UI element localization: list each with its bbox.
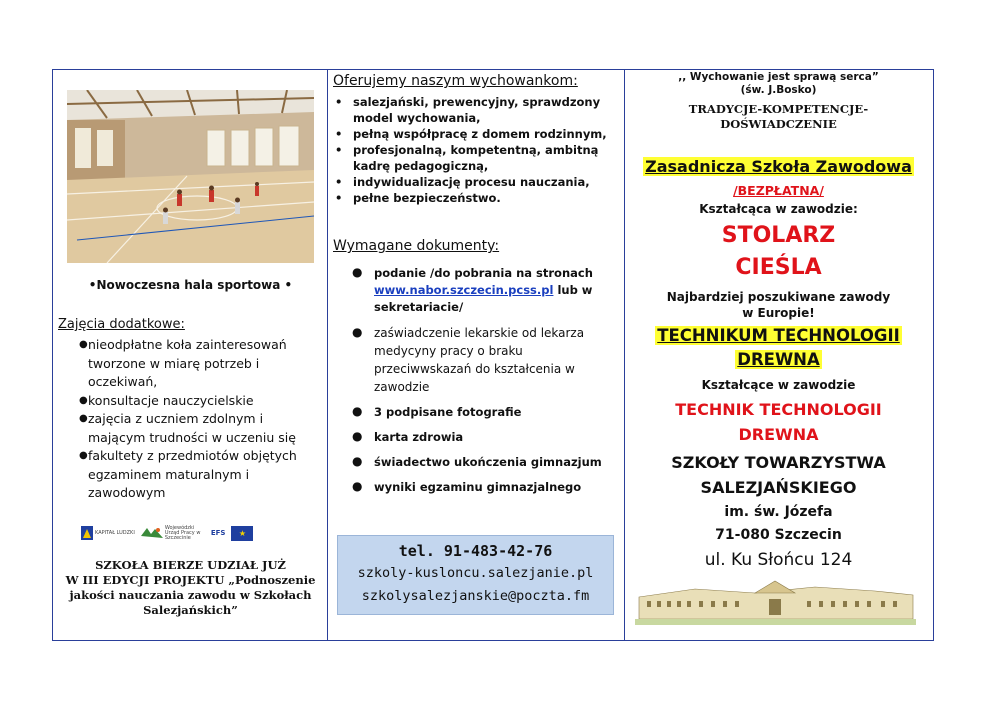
sponsor-logos <box>81 522 303 544</box>
school-name: SZKOŁY TOWARZYSTWA SALEZJAŃSKIEGO <box>671 453 886 497</box>
kapital-ludzki-logo: KAPITAŁ LUDZKI <box>81 525 135 541</box>
list-item: ● świadectwo ukończenia gimnazjum <box>352 454 602 469</box>
free-label: /BEZPŁATNA/ <box>733 183 824 198</box>
profession-wood-technician: TECHNIK TECHNOLOGII DREWNA <box>675 400 882 444</box>
bullet-icon: ● <box>352 325 363 339</box>
list-item: • salezjański, prewencyjny, sprawdzony model wychowania, <box>335 95 601 125</box>
list-item: ● 3 podpisane fotografie <box>352 404 522 419</box>
bullet-icon: ● <box>352 454 363 468</box>
bosko-quote: ,, Wychowanie jest sprawą serca” (św. J.Bosko) <box>678 71 879 96</box>
street-address: ul. Ku Słońcu 124 <box>704 550 853 570</box>
postal-city: 71-080 Szczecin <box>715 527 842 543</box>
list-item: ● wyniki egzaminu gimnazjalnego <box>352 479 582 494</box>
list-item: ● zaświadczenie lekarskie od lekarza medycyny pracy o braku przeciwwskazań do kształcenia w zawodzie <box>352 325 585 394</box>
extra-activities-title: Zajęcia dodatkowe: <box>58 317 185 332</box>
bullet-icon: ● <box>79 339 88 350</box>
training-label-2: Kształcące w zawodzie <box>701 378 856 392</box>
bullet-icon: ● <box>79 394 88 406</box>
demand-note: Najbardziej poszukiwane zawody w Europie! <box>666 290 891 320</box>
contact-box <box>337 535 614 615</box>
school-building-illustration <box>635 579 916 625</box>
sports-hall-photo <box>67 90 314 263</box>
list-item: ● nieodpłatne koła zainteresowań tworzone w miarę potrzeb i oczekiwań, <box>79 337 287 389</box>
documents-title: Wymagane dokumenty: <box>333 238 500 254</box>
bullet-icon: ● <box>352 479 363 493</box>
list-item: • pełne bezpieczeństwo. <box>335 191 501 205</box>
list-item: ● zajęcia z uczniem zdolnym i mającym trudności w uczeniu się <box>79 411 296 445</box>
list-item: • pełną współpracę z domem rodzinnym, <box>335 127 607 141</box>
bullet-icon: • <box>335 127 343 141</box>
right-panel <box>625 71 932 639</box>
project-participation-note: SZKOŁA BIERZE UDZIAŁ JUŻ W III EDYCJI PROJEKTU „Podnoszenie jakości nauczania zawodu w Szkołach Salezjańskich” <box>65 558 316 617</box>
offer-list <box>335 94 619 206</box>
bullet-icon: ● <box>352 404 363 418</box>
list-item: ● konsultacje nauczycielskie <box>88 392 320 411</box>
middle-panel <box>328 71 624 639</box>
school-patron: im. św. Józefa <box>724 504 833 520</box>
motto: TRADYCJE-KOMPETENCJE- DOŚWIADCZENIE <box>688 102 869 131</box>
extra-activities-list <box>79 336 320 503</box>
documents-list <box>352 265 619 496</box>
bullet-icon: ● <box>79 450 88 461</box>
bullet-icon: • <box>335 191 343 205</box>
bullet-icon: ● <box>352 429 363 443</box>
nabor-link[interactable]: www.nabor.szczecin.pcss.pl <box>374 283 554 297</box>
website-link[interactable]: szkoly-kusloncu.salezjanie.pl <box>357 565 594 581</box>
offer-title: Oferujemy naszym wychowankom: <box>333 73 578 89</box>
training-label: Kształcąca w zawodzie: <box>699 202 858 216</box>
bullet-icon: • <box>335 95 343 109</box>
list-item: ● fakultety z przedmiotów objętych egzaminem maturalnym i zawodowym <box>79 448 297 500</box>
list-item: • profesjonalną, kompetentną, ambitną kadrę pedagogiczną, <box>335 143 599 173</box>
profession-joiner: CIEŚLA <box>735 255 822 280</box>
profession-carpenter: STOLARZ <box>721 223 836 248</box>
list-item: ● podanie /do pobrania na stronach www.nabor.szczecin.pcss.pl lub w sekretariacie/ <box>352 265 593 314</box>
efs-logo: EFS <box>210 528 226 537</box>
bullet-icon: ● <box>79 413 88 424</box>
eu-flag-icon: ★ <box>231 526 253 541</box>
bullet-icon: ● <box>352 265 363 279</box>
list-item: ● karta zdrowia <box>352 429 464 444</box>
left-panel <box>54 71 327 639</box>
photo-caption: •Nowoczesna hala sportowa • <box>88 278 293 292</box>
phone-number[interactable]: tel. 91-483-42-76 <box>398 542 553 560</box>
email-link[interactable]: szkolysalezjanskie@poczta.fm <box>361 588 590 604</box>
bullet-icon: • <box>335 175 343 189</box>
bullet-icon: • <box>335 143 343 157</box>
vocational-school-title: Zasadnicza Szkoła Zawodowa <box>645 157 912 176</box>
wup-logo: Wojewódzki Urząd Pracy w Szczecinie <box>141 525 205 541</box>
technical-school-title: TECHNIKUM TECHNOLOGII DREWNA <box>657 326 900 369</box>
list-item: • indywidualizację procesu nauczania, <box>335 175 590 189</box>
